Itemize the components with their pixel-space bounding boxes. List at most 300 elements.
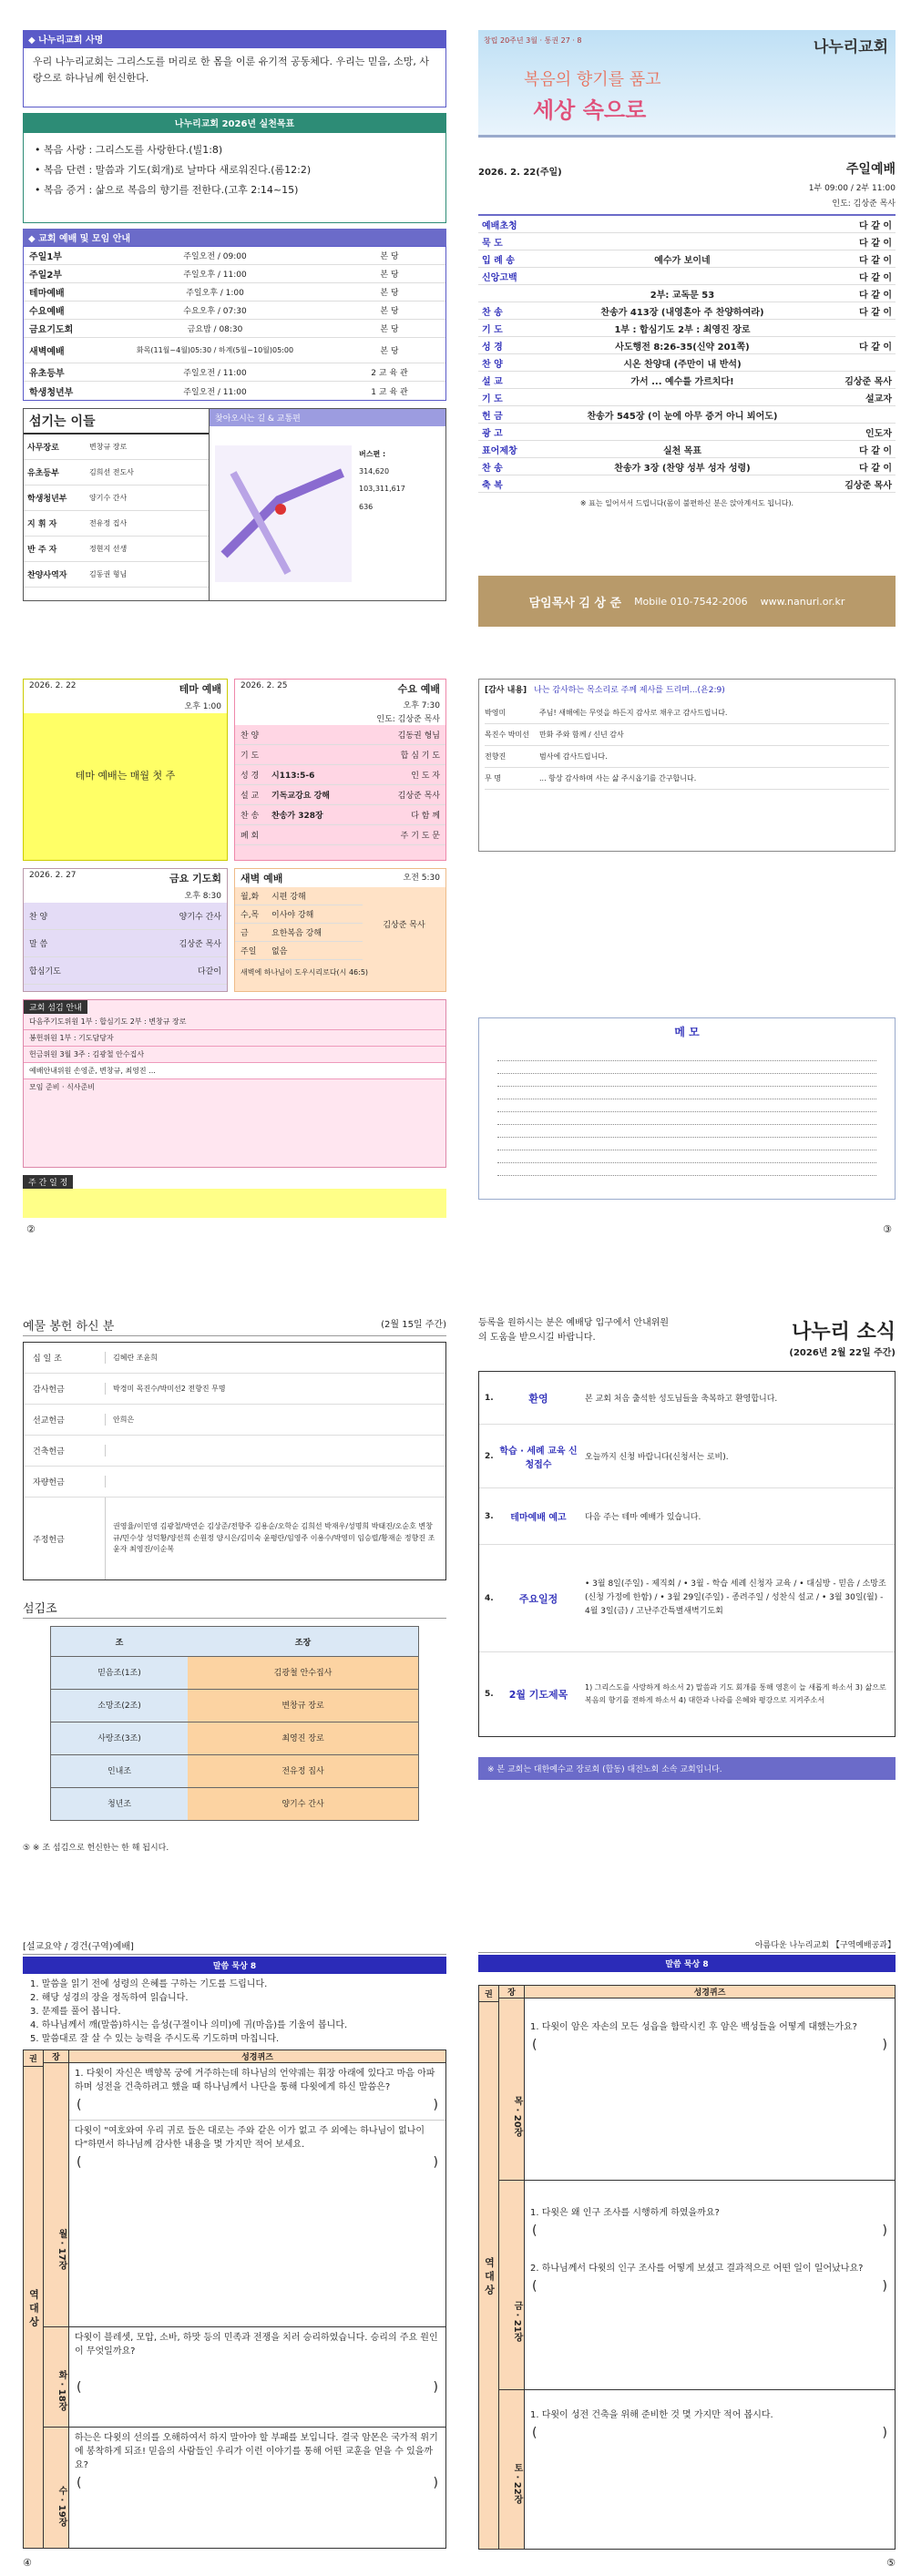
news-intro: 등록을 원하시는 분은 예배당 입구에서 안내위원의 도움을 받으시길 바랍니다. — [478, 1318, 670, 1343]
offering-row — [24, 1467, 445, 1498]
weekly-title: 주 간 일 정 — [23, 1175, 73, 1189]
theme-note: 테마 예배는 매월 첫 주 — [75, 770, 176, 782]
order-who: 다 같 이 — [859, 342, 892, 353]
wed-item: 찬 송 — [241, 812, 260, 821]
worship-row — [24, 382, 445, 400]
page-8 — [478, 1938, 896, 2567]
memo-line — [497, 1150, 876, 1163]
worship-row — [24, 338, 445, 363]
dawn-day: 수,목 — [241, 911, 260, 920]
order-who: 설교자 — [865, 394, 892, 404]
wed-row — [235, 825, 445, 845]
bus-route: 314,620 — [359, 467, 390, 476]
offering-names: 안희은 — [113, 1416, 135, 1424]
answer-blank[interactable]: ( ) — [532, 2279, 887, 2294]
offering-type: 선교헌금 — [24, 1414, 106, 1426]
thanks-name: 목진수 박미선 — [485, 731, 529, 739]
order-item: 입 례 송 — [482, 255, 515, 266]
wed-time: 오후 7:30 — [235, 698, 445, 711]
dawn-topic: 시편 강해 — [271, 893, 306, 902]
worship-time: 화목(11월~4월)05:30 / 하계(5월~10월)05:00 — [136, 346, 294, 354]
mission-text: 우리 나누리교회는 그리스도를 머리로 한 몸을 이룬 유기적 공동체다. 우리는 믿음, 소망, 사랑으로 하나님께 헌신한다. — [23, 47, 446, 107]
wed-row — [235, 745, 445, 765]
order-row — [478, 406, 896, 424]
memo-line — [497, 1138, 876, 1150]
order-item: 기 도 — [482, 324, 503, 335]
news-item — [479, 1652, 895, 1736]
wed-who: 인 도 자 — [411, 772, 440, 781]
quiz-chapter: 화 · 18장 — [44, 2327, 69, 2427]
order-row — [478, 302, 896, 320]
quiz-chapter: 금 · 21장 — [499, 2181, 525, 2389]
memo-line — [497, 1163, 876, 1176]
servant-name: 정현지 선생 — [89, 545, 128, 553]
quiz-chapter: 토 · 22장 — [499, 2390, 525, 2549]
pastor-name: 담임목사 김 상 준 — [528, 596, 622, 610]
worship-name: 주일2부 — [29, 271, 62, 281]
order-row — [478, 441, 896, 458]
servant-row — [24, 460, 209, 486]
memo-line — [497, 1087, 876, 1099]
order-item: 표어제창 — [482, 445, 517, 456]
order-row — [478, 424, 896, 441]
meditation-title: 말씀 묵상 8 — [478, 1955, 896, 1972]
order-who: 인도자 — [865, 428, 892, 439]
dawn-row — [235, 887, 363, 905]
order-who: 다 같 이 — [859, 307, 892, 318]
quiz-question: 하는은 다윗의 선의를 오해하여서 하지 말아야 할 부패를 보입니다. 결국 암몬은 국가적 위기에 봉착하게 되죠! 믿음의 사람들인 우리가 이런 이야기를 통해 어떤 교훈을 얻을 수 있을까요? — [75, 2433, 438, 2470]
offering-type: 자량헌금 — [24, 1476, 106, 1487]
answer-blank[interactable]: ( ) — [77, 2476, 438, 2490]
servant-row — [24, 486, 209, 511]
dawn-topic: 없음 — [271, 947, 288, 956]
col-quiz-head: 성경퀴즈 — [241, 2053, 273, 2062]
wed-item: 성 경 — [241, 772, 260, 781]
worship-time: 주일오전 / 09:00 — [183, 252, 247, 261]
order-content: 실천 목표 — [662, 445, 702, 456]
service-times: 1부 09:00 / 2부 11:00 — [808, 184, 896, 193]
duty-row: 다음주기도위원 1부 : 합심기도 2부 : 변창규 장로 — [24, 1014, 445, 1030]
answer-blank[interactable]: ( ) — [532, 2038, 887, 2052]
fri-item: 말 씀 — [29, 940, 48, 949]
news-no: 5. — [485, 1690, 494, 1699]
servant-name: 전유정 집사 — [89, 519, 128, 527]
servant-row — [24, 562, 209, 588]
col-book-head: 권 — [479, 1986, 498, 2002]
news-week: (2026년 2월 22일 주간) — [789, 1348, 896, 1358]
map-image — [215, 445, 352, 582]
service-title: 주일예배 — [845, 162, 896, 177]
church-name: 나누리교회 — [813, 38, 888, 56]
worship-row — [24, 302, 445, 320]
servant-row — [24, 537, 209, 562]
duty-title: 교회 섬김 안내 — [24, 1000, 87, 1014]
guide-line: 4. 하나님께서 깨(말씀)하시는 음성(구절이나 의미)에 귀(마음)를 기울여 봅니다. — [30, 2020, 348, 2030]
order-row — [478, 354, 896, 372]
cell-title: 섬김조 — [23, 1599, 446, 1619]
servant-role: 유초등부 — [27, 469, 59, 478]
duty-box — [23, 999, 446, 1168]
servant-name: 김동권 형님 — [89, 570, 128, 578]
wed-who: 다 함 께 — [411, 812, 440, 821]
answer-blank[interactable]: ( ) — [77, 2155, 438, 2170]
worship-name: 주일1부 — [29, 252, 62, 262]
banner — [478, 30, 896, 138]
dawn-row — [235, 924, 363, 942]
dawn-topic: 이사야 강해 — [271, 911, 314, 920]
order-content: 찬송가 413장 (내영혼아 주 찬양하여라) — [600, 307, 764, 318]
memo-line — [497, 1125, 876, 1138]
dawn-time: 오전 5:30 — [403, 874, 440, 883]
news-head: 2월 기도제목 — [508, 1689, 568, 1701]
news-item — [479, 1488, 895, 1545]
banner-line2: 세상 속으로 — [533, 97, 647, 123]
order-who: 김상준 목사 — [844, 480, 892, 491]
dawn-title: 새벽 예배 — [241, 873, 283, 884]
offering-row — [24, 1405, 445, 1436]
memo-line — [497, 1048, 876, 1061]
meditation-title: 말씀 묵상 8 — [23, 1957, 446, 1974]
offering-names: 박경미 목진수/박미선2 전향진 무명 — [113, 1385, 226, 1393]
news-title: 나누리 소식 — [792, 1321, 896, 1344]
answer-blank[interactable]: ( ) — [77, 2380, 438, 2395]
order-row — [478, 285, 896, 302]
cell-footnote: ⑤ ※ 조 섬김으로 헌신한는 한 해 됩시다. — [23, 1844, 169, 1853]
order-content: 가서 ... 예수를 가르치다! — [630, 376, 734, 387]
wed-row — [235, 805, 445, 825]
meditation-guide — [23, 1974, 446, 2050]
quiz-table — [478, 1985, 896, 2550]
wed-date: 2026. 2. 25 — [241, 681, 288, 690]
news-no: 1. — [485, 1393, 494, 1403]
wed-leader: 인도: 김상준 목사 — [235, 711, 445, 725]
worship-place: 본 당 — [380, 252, 399, 261]
fri-who: 양기수 간사 — [179, 913, 221, 922]
fri-date: 2026. 2. 27 — [29, 871, 77, 880]
thanks-text: ... 항상 감사하며 사는 삶 주시옵기를 간구합니다. — [539, 774, 697, 782]
news-body: 1) 그리스도를 사랑하게 하소서 2) 말씀과 기도 회개를 통해 영혼이 늘 새롭게 하소서 3) 삶으로 복음의 향기를 전하게 하소서 4) 대한과 나라를 은혜와 평강으로 지켜주소서 — [585, 1683, 886, 1704]
news-item — [479, 1372, 895, 1425]
worship-header: ◆ 교회 예배 및 모임 안내 — [23, 229, 446, 246]
page-2 — [478, 30, 896, 627]
news-no: 2. — [485, 1451, 494, 1461]
fri-row — [24, 903, 227, 930]
fri-box — [23, 868, 228, 992]
order-item: 축 복 — [482, 480, 503, 491]
book-name: 역 대 상 — [483, 2256, 496, 2295]
goals-header: 나누리교회 2026년 실천목표 — [23, 113, 446, 132]
duty-row: 모임 준비 · 식사준비 — [29, 1083, 95, 1091]
order-row — [478, 475, 896, 493]
servant-row — [24, 511, 209, 537]
worship-place: 본 당 — [380, 307, 399, 316]
worship-time: 수요오후 / 07:30 — [183, 307, 247, 316]
wed-title: 수요 예배 — [397, 683, 440, 695]
dawn-day: 금 — [241, 929, 249, 938]
order-table — [478, 214, 896, 493]
offering-row — [24, 1374, 445, 1405]
thanks-name: 전향진 — [485, 752, 507, 761]
worship-name: 새벽예배 — [29, 347, 65, 357]
dawn-box — [234, 868, 446, 992]
order-content: 시온 찬양대 (주만이 내 반석) — [623, 359, 742, 370]
order-item: 찬 송 — [482, 307, 503, 318]
wed-item: 설 교 — [241, 792, 260, 801]
news-table — [478, 1371, 896, 1737]
quiz-question: 다윗이 "여호와여 우리 귀로 들은 대로는 주와 같은 이가 없고 주 외에는 하나님이 없나이다"하면서 하나님께 감사한 내용을 몇 가지만 적어 보세요. — [69, 2120, 445, 2155]
service-leader: 인도: 김상준 목사 — [832, 199, 896, 209]
thanks-text: 만화 주와 함께 / 신년 감사 — [539, 731, 624, 739]
page-4 — [478, 679, 896, 1243]
duty-row: 예배안내위원 손영준, 변창규, 최영진 ... — [24, 1063, 445, 1079]
cell-row — [51, 1787, 418, 1820]
offering-row — [24, 1343, 445, 1374]
banner-line1: 복음의 향기를 품고 — [524, 70, 661, 89]
order-row — [478, 216, 896, 233]
answer-blank[interactable]: ( ) — [532, 2426, 887, 2440]
thanks-title: [감사 내용] — [485, 686, 527, 695]
dawn-topic: 요한복음 강해 — [271, 929, 322, 938]
order-who: 다 같 이 — [859, 463, 892, 474]
worship-row — [24, 363, 445, 382]
worship-time: 주일오전 / 11:00 — [183, 369, 247, 378]
worship-time: 금요밤 / 08:30 — [187, 325, 243, 334]
duty-row: 헌금위원 3월 3주 : 김광철 안수집사 — [24, 1047, 445, 1063]
servant-role: 학생청년부 — [27, 495, 67, 504]
worship-time: 주일오후 / 1:00 — [186, 289, 244, 298]
cell-leader: 김광철 안수집사 — [188, 1657, 418, 1689]
memo-line — [497, 1099, 876, 1112]
goal-2: • 복음 단련 : 말씀과 기도(회개)로 날마다 새로워진다.(롬12:2) — [35, 164, 312, 176]
servant-name: 양기수 간사 — [89, 494, 128, 502]
wed-content: 시113:5-6 — [271, 772, 315, 781]
thanks-item — [485, 702, 889, 724]
wed-who: 합 심 기 도 — [400, 751, 440, 761]
thanks-name: 무 명 — [485, 774, 501, 782]
guide-line: 5. 말씀대로 잘 살 수 있는 능력을 주시도록 기도하며 마칩니다. — [30, 2034, 280, 2044]
order-content: 예수가 보이네 — [654, 255, 711, 266]
cell-row — [51, 1722, 418, 1754]
offering-row — [24, 1498, 445, 1579]
worship-place: 1 교 육 관 — [371, 387, 408, 397]
worship-name: 테마예배 — [29, 289, 65, 299]
cell-row — [51, 1689, 418, 1722]
wed-box — [234, 679, 446, 861]
servant-role: 찬양사역자 — [27, 571, 67, 580]
fri-who: 김상준 목사 — [179, 940, 221, 949]
thanks-item — [485, 724, 889, 746]
quiz-question: 1. 다윗이 암은 자손의 모든 성읍을 함락시킨 후 암은 백성들을 어떻게 대했는가요? — [530, 2022, 857, 2032]
dawn-leader: 김상준 목사 — [383, 920, 425, 930]
map-title: 찾아오시는 길 & 교통편 — [210, 409, 445, 426]
quiz-question: 1. 다윗이 성전 건축을 위해 준비한 것 몇 가지만 적어 봅시다. — [530, 2410, 773, 2420]
order-content: 2부: 교독문 53 — [650, 290, 715, 301]
theme-box — [23, 679, 228, 861]
order-content: 찬송가 3장 (찬양 성부 성자 성령) — [614, 463, 751, 474]
servant-role: 사무장로 — [27, 444, 59, 453]
worship-time: 주일오후 / 11:00 — [183, 271, 247, 280]
stand-note: ※ 표는 일어서서 드립니다(몸이 불편하신 분은 앉아계셔도 됩니다). — [579, 499, 794, 507]
news-item — [479, 1545, 895, 1652]
news-no: 3. — [485, 1511, 494, 1521]
servant-role: 반 주 자 — [27, 546, 57, 555]
guide-line: 1. 말씀을 읽기 전에 성령의 은혜를 구하는 기도를 드립니다. — [30, 1979, 268, 1989]
memo-line — [497, 1074, 876, 1087]
order-who: 다 같 이 — [859, 272, 892, 283]
worship-table — [23, 246, 446, 401]
offering-type: 감사헌금 — [24, 1383, 106, 1395]
thanks-box — [478, 679, 896, 852]
offering-week: (2월 15일 주간) — [381, 1320, 446, 1330]
worship-row — [24, 247, 445, 265]
servant-name: 변창규 장로 — [89, 443, 128, 451]
order-item: 신앙고백 — [482, 272, 517, 283]
dawn-day: 주일 — [241, 947, 257, 956]
col-chapter-head: 장 — [44, 2050, 69, 2062]
wed-item: 폐 회 — [241, 832, 260, 841]
order-who: 다 같 이 — [859, 290, 892, 301]
service-date: 2026. 2. 22(주일) — [478, 168, 562, 178]
order-row — [478, 372, 896, 389]
thanks-verse: 나는 감사하는 목소리로 주께 제사를 드리며...(욘2:9) — [534, 686, 725, 695]
worship-place: 본 당 — [380, 347, 399, 356]
guide-line: 2. 해당 성경의 장을 정독하여 읽습니다. — [30, 1993, 189, 2003]
offering-title: 예물 봉헌 하신 분 — [23, 1320, 115, 1334]
order-who: 다 같 이 — [859, 220, 892, 231]
book-name: 역 대 상 — [27, 2288, 40, 2326]
answer-blank[interactable]: ( ) — [77, 2098, 438, 2112]
news-body: 다음 주는 테마 예배가 있습니다. — [585, 1513, 701, 1522]
worship-place: 본 당 — [380, 271, 399, 280]
order-item: 묵 도 — [482, 238, 503, 249]
quiz-table — [23, 2050, 446, 2549]
pastor-mobile: Mobile 010-7542-2006 — [634, 595, 748, 608]
news-body: 오늘까지 신청 바랍니다(신청서는 로비). — [585, 1453, 729, 1462]
col-quiz-head: 성경퀴즈 — [693, 1988, 726, 1998]
cell-col-head: 조 — [115, 1638, 124, 1648]
wed-row — [235, 785, 445, 805]
goal-3: • 복음 증거 : 삶으로 복음의 향기를 전한다.(고후 2:14~15) — [35, 184, 299, 196]
cell-leader: 양기수 간사 — [188, 1788, 418, 1820]
order-row — [478, 458, 896, 475]
wed-who: 김상준 목사 — [397, 792, 440, 801]
offering-table — [23, 1342, 446, 1580]
order-who: 다 같 이 — [859, 445, 892, 456]
order-row — [478, 268, 896, 285]
servants-box — [23, 408, 210, 601]
order-content: 찬송가 545장 (이 눈에 아무 증거 아니 뵈어도) — [587, 411, 778, 422]
page-number: ④ — [23, 2557, 32, 2569]
dawn-row — [235, 942, 363, 960]
memo-title: 메 모 — [674, 1026, 700, 1038]
worship-place: 본 당 — [380, 325, 399, 334]
order-item: 찬 양 — [482, 359, 503, 370]
quiz-question: 1. 다윗은 왜 인구 조사를 시행하게 하였을까요? — [530, 2208, 720, 2218]
offering-row — [24, 1436, 445, 1467]
bulletin-no: 창립 20주년 3월 · 통권 27 · 8 — [484, 36, 582, 45]
quiz-chapter: 월 · 17장 — [44, 2063, 69, 2326]
meditation-header: 아름다운 나누리교회 【구역예배공과】 — [478, 1938, 896, 1953]
page-7 — [23, 1938, 446, 2567]
theme-title: 테마 예배 — [179, 683, 221, 695]
order-row — [478, 250, 896, 268]
wed-item: 찬 양 — [241, 731, 260, 741]
page-number: ⑤ — [886, 2557, 896, 2569]
bus-route: 636 — [359, 502, 374, 511]
fri-item: 찬 양 — [29, 913, 48, 922]
order-row — [478, 233, 896, 250]
pastor-bar — [478, 576, 896, 627]
wed-item: 기 도 — [241, 751, 260, 761]
cell-group: 믿음조(1조) — [51, 1657, 188, 1689]
worship-name: 유초등부 — [29, 369, 65, 379]
goals-box — [23, 132, 446, 223]
cell-leader: 전유정 집사 — [188, 1755, 418, 1787]
church-web: www.nanuri.or.kr — [760, 595, 845, 608]
news-footer: ※ 본 교회는 대한예수교 장로회 (합동) 대전노회 소속 교회입니다. — [478, 1757, 896, 1780]
quiz-block — [499, 1998, 895, 2181]
order-who: 다 같 이 — [859, 255, 892, 266]
offering-type: 십 일 조 — [24, 1352, 106, 1364]
cell-row — [51, 1656, 418, 1689]
worship-time: 주일오전 / 11:00 — [183, 387, 247, 397]
quiz-block — [499, 2181, 895, 2390]
fri-row — [24, 930, 227, 957]
cell-group: 사랑조(3조) — [51, 1722, 188, 1754]
bus-info — [359, 445, 405, 516]
page-6 — [478, 1316, 896, 1854]
cell-leader: 최영진 장로 — [188, 1722, 418, 1754]
thanks-item — [485, 746, 889, 768]
quiz-block — [44, 2428, 445, 2548]
news-item — [479, 1425, 895, 1488]
worship-row — [24, 283, 445, 302]
cell-col-head: 조장 — [294, 1638, 312, 1648]
order-who: 다 같 이 — [859, 238, 892, 249]
wed-row — [235, 725, 445, 745]
cell-group: 청년조 — [51, 1788, 188, 1820]
order-content: 1부 : 합심기도 2부 : 최영진 장로 — [614, 324, 751, 335]
fri-item: 합심기도 — [29, 967, 61, 976]
memo-line — [497, 1112, 876, 1125]
bus-label: 버스편 : — [359, 450, 386, 458]
offering-type: 주정헌금 — [24, 1498, 106, 1579]
page-number: ② — [26, 1223, 36, 1235]
servant-row — [24, 434, 209, 460]
servants-title: 섬기는 이들 — [24, 409, 209, 434]
quiz-block — [44, 2327, 445, 2428]
fri-row — [24, 957, 227, 985]
order-item: 예배초청 — [482, 220, 517, 231]
worship-name: 금요기도회 — [29, 325, 74, 335]
cell-table — [50, 1626, 419, 1821]
news-head: 환영 — [528, 1392, 548, 1405]
fri-who: 다같이 — [197, 967, 221, 976]
mission-header: ◆ 나누리교회 사명 — [23, 30, 446, 47]
worship-name: 수요예배 — [29, 307, 65, 317]
bus-route: 103,311,617 — [359, 485, 405, 494]
worship-row — [24, 265, 445, 283]
goal-1: • 복음 사랑 : 그리스도를 사랑한다.(빌1:8) — [35, 144, 223, 156]
quiz-block — [44, 2063, 445, 2327]
thanks-text: 범사에 감사드립니다. — [539, 752, 608, 761]
order-content: 사도행전 8:26-35(신약 201쪽) — [615, 342, 750, 353]
cell-leader: 변창규 장로 — [188, 1690, 418, 1722]
quiz-block — [499, 2390, 895, 2549]
answer-blank[interactable]: ( ) — [532, 2223, 887, 2238]
page-number: ③ — [883, 1223, 892, 1235]
servant-name: 김희선 전도사 — [89, 468, 134, 476]
